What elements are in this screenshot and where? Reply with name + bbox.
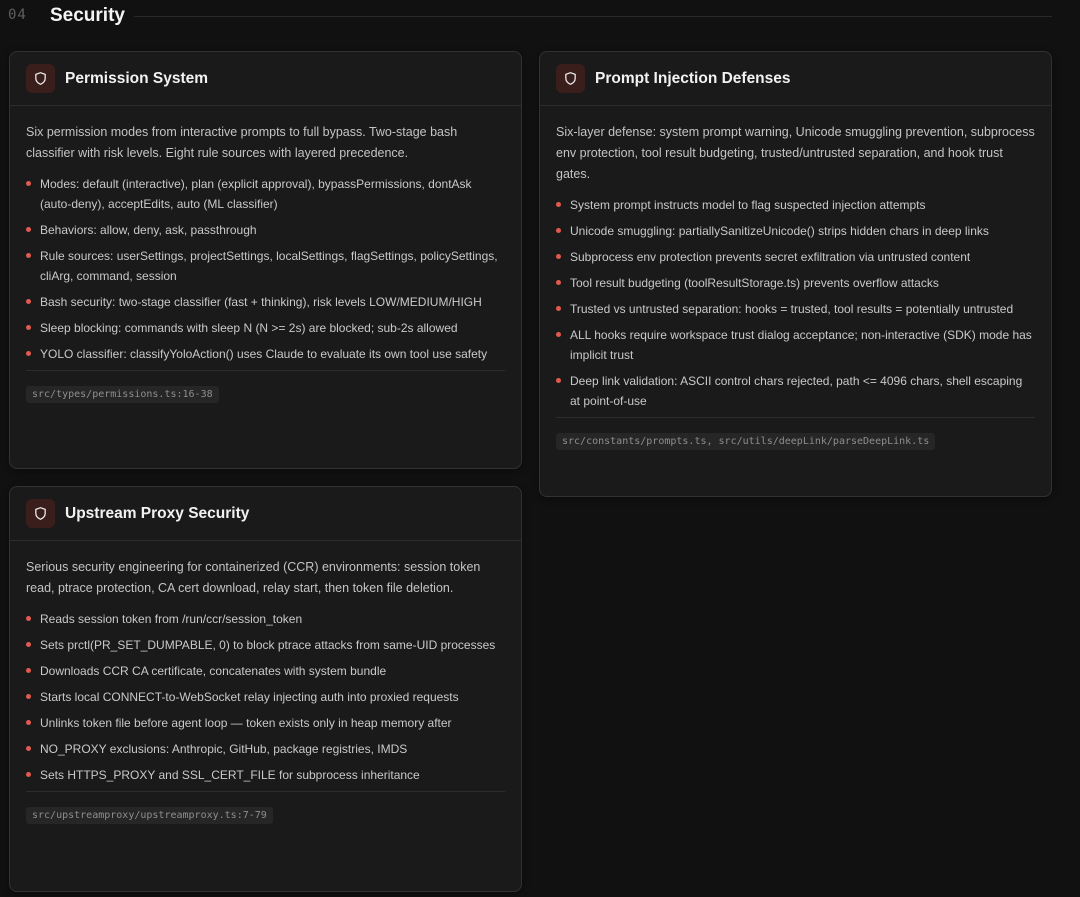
list-item: YOLO classifier: classifyYoloAction() uses Claude to evaluate its own tool use safety [26, 344, 505, 364]
bullet-list [556, 195, 1035, 411]
list-item: Rule sources: userSettings, projectSettings, localSettings, flagSettings, policySettings, cliArg, command, session [26, 246, 505, 286]
list-item: Starts local CONNECT-to-WebSocket relay injecting auth into proxied requests [26, 687, 505, 707]
list-item: Deep link validation: ASCII control chars rejected, path <= 4096 chars, shell escaping at point-of-use [556, 371, 1035, 411]
section-divider [134, 16, 1052, 17]
card-footer [556, 417, 1035, 450]
list-item: Sets HTTPS_PROXY and SSL_CERT_FILE for subprocess inheritance [26, 765, 505, 785]
card-footer [26, 370, 505, 403]
shield-icon [26, 64, 55, 93]
card-description: Serious security engineering for containerized (CCR) environments: session token read, ptrace protection, CA cert download, relay start, then token file deletion. [26, 560, 481, 595]
list-item: Sets prctl(PR_SET_DUMPABLE, 0) to block ptrace attacks from same-UID processes [26, 635, 505, 655]
card-title: Prompt Injection Defenses [595, 69, 791, 87]
list-item: NO_PROXY exclusions: Anthropic, GitHub, package registries, IMDS [26, 739, 505, 759]
list-item: Bash security: two-stage classifier (fast + thinking), risk levels LOW/MEDIUM/HIGH [26, 292, 505, 312]
list-item: Sleep blocking: commands with sleep N (N >= 2s) are blocked; sub-2s allowed [26, 318, 505, 338]
list-item: Subprocess env protection prevents secret exfiltration via untrusted content [556, 247, 1035, 267]
list-item: Trusted vs untrusted separation: hooks = trusted, tool results = potentially untrusted [556, 299, 1035, 319]
card-footer [26, 791, 505, 824]
card-header [10, 487, 521, 541]
list-item: ALL hooks require workspace trust dialog acceptance; non-interactive (SDK) mode has implicit trust [556, 325, 1035, 365]
source-file-reference: src/types/permissions.ts:16-38 [26, 386, 219, 403]
card-title: Upstream Proxy Security [65, 504, 250, 522]
list-item: Tool result budgeting (toolResultStorage.ts) prevents overflow attacks [556, 273, 1035, 293]
bullet-list [26, 174, 505, 364]
list-item: Unicode smuggling: partiallySanitizeUnicode() strips hidden chars in deep links [556, 221, 1035, 241]
source-file-reference: src/constants/prompts.ts, src/utils/deepLink/parseDeepLink.ts [556, 433, 935, 450]
shield-icon [26, 499, 55, 528]
source-file-reference: src/upstreamproxy/upstreamproxy.ts:7-79 [26, 807, 273, 824]
list-item: System prompt instructs model to flag suspected injection attempts [556, 195, 1035, 215]
card-header [10, 52, 521, 106]
section-title: Security [50, 5, 125, 26]
card-header [540, 52, 1051, 106]
permission-system-card [9, 51, 522, 469]
list-item: Downloads CCR CA certificate, concatenates with system bundle [26, 661, 505, 681]
section-header [0, 0, 1080, 36]
card-description: Six-layer defense: system prompt warning, Unicode smuggling prevention, subprocess env protection, tool result budgeting, trusted/untrusted separation, and hook trust gates. [556, 125, 1035, 181]
shield-icon [556, 64, 585, 93]
list-item: Unlinks token file before agent loop — token exists only in heap memory after [26, 713, 505, 733]
list-item: Behaviors: allow, deny, ask, passthrough [26, 220, 505, 240]
upstream-proxy-card [9, 486, 522, 892]
bullet-list [26, 609, 505, 785]
section-number: 04 [8, 7, 27, 23]
list-item: Modes: default (interactive), plan (explicit approval), bypassPermissions, dontAsk (auto-deny), acceptEdits, auto (ML classifier) [26, 174, 505, 214]
card-description: Six permission modes from interactive prompts to full bypass. Two-stage bash classifier with risk levels. Eight rule sources with layered precedence. [26, 125, 458, 160]
card-title: Permission System [65, 69, 209, 87]
list-item: Reads session token from /run/ccr/session_token [26, 609, 505, 629]
prompt-injection-card [539, 51, 1052, 497]
